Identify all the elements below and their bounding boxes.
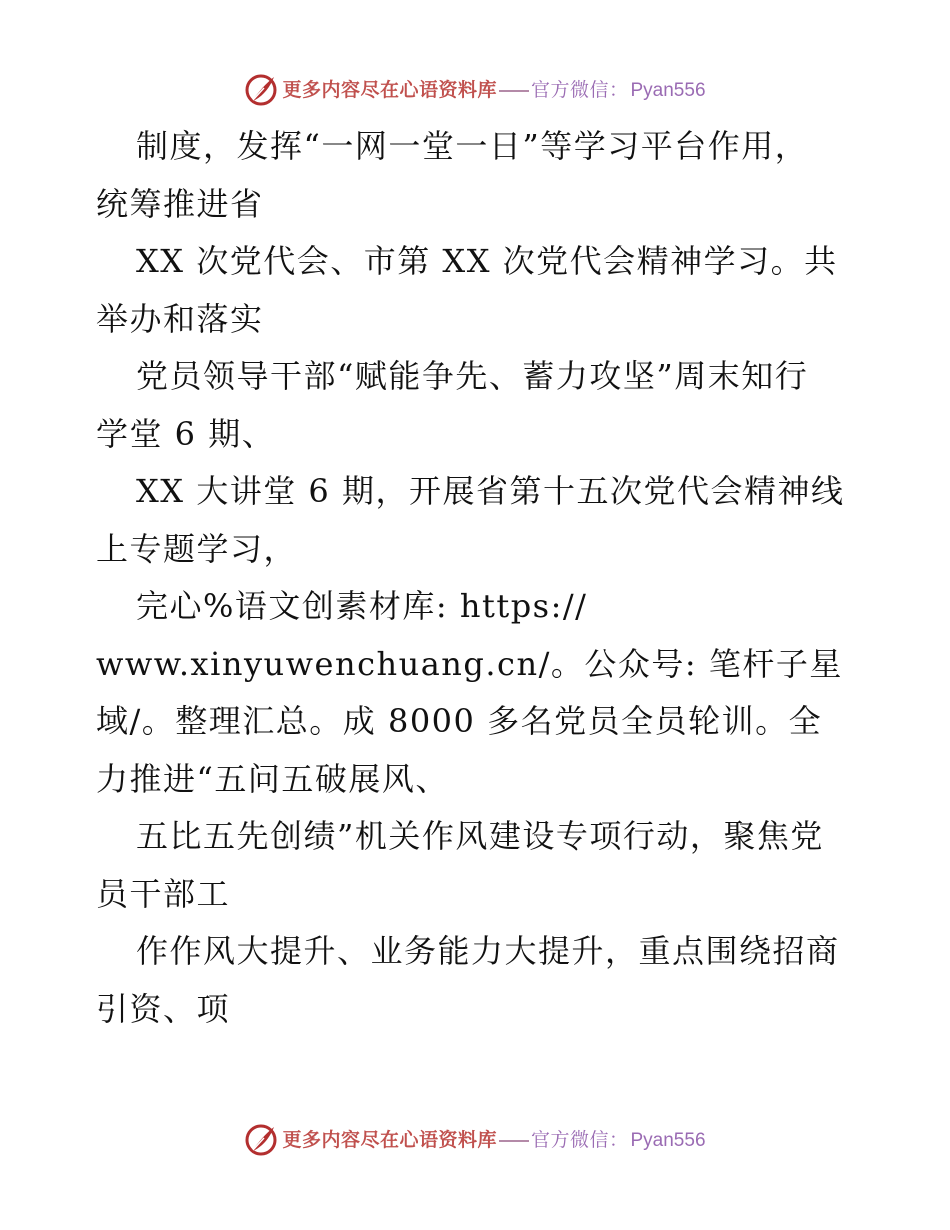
text-line: 举办和落实 (96, 299, 264, 338)
header-watermark (0, 70, 950, 110)
watermark-dash (499, 90, 529, 92)
watermark-site-name: 更多内容尽在心语资料库 (282, 1128, 497, 1151)
text-line: 引资、项 (96, 989, 231, 1028)
text-line: 统筹推进省 (96, 184, 264, 223)
text-line: 上专题学习， (96, 529, 298, 568)
text-line: 域/。整理汇总。成 8000 多名党员全员轮训。全 (96, 702, 823, 740)
document-body (96, 118, 866, 1038)
text-line: 作作风大提升、业务能力大提升，重点围绕招商 (136, 932, 840, 970)
text-line: 学堂 6 期、 (96, 414, 276, 453)
watermark-wechat-label: 官方微信： (530, 1128, 629, 1151)
feather-pen-seal-icon (244, 1123, 278, 1157)
text-line: 党员领导干部“赋能争先、蓄力攻坚”周末知行 (136, 357, 809, 395)
text-line: www.xinyuwenchuang.cn/。公众号: 笔杆子星 (96, 644, 843, 683)
footer-watermark (0, 1120, 950, 1160)
text-line: 五比五先创绩”机关作风建设专项行动，聚焦党 (136, 817, 824, 855)
text-line: 制度，发挥“一网一堂一日”等学习平台作用， (136, 127, 809, 165)
text-line: 力推进“五问五破展风、 (96, 759, 449, 798)
text-line: 完心%语文创素材库: https:// (136, 587, 588, 625)
text-line: 员干部工 (96, 874, 231, 913)
feather-pen-seal-icon (244, 73, 278, 107)
text-line: XX 大讲堂 6 期，开展省第十五次党代会精神线 (136, 472, 845, 510)
watermark-wechat-label: 官方微信： (530, 78, 629, 101)
watermark-wechat-id: Pyan556 (630, 79, 706, 101)
watermark-dash (499, 1140, 529, 1142)
watermark-wechat-id: Pyan556 (630, 1129, 706, 1151)
watermark-site-name: 更多内容尽在心语资料库 (282, 78, 497, 101)
text-line: XX 次党代会、市第 XX 次党代会精神学习。共 (136, 242, 838, 280)
